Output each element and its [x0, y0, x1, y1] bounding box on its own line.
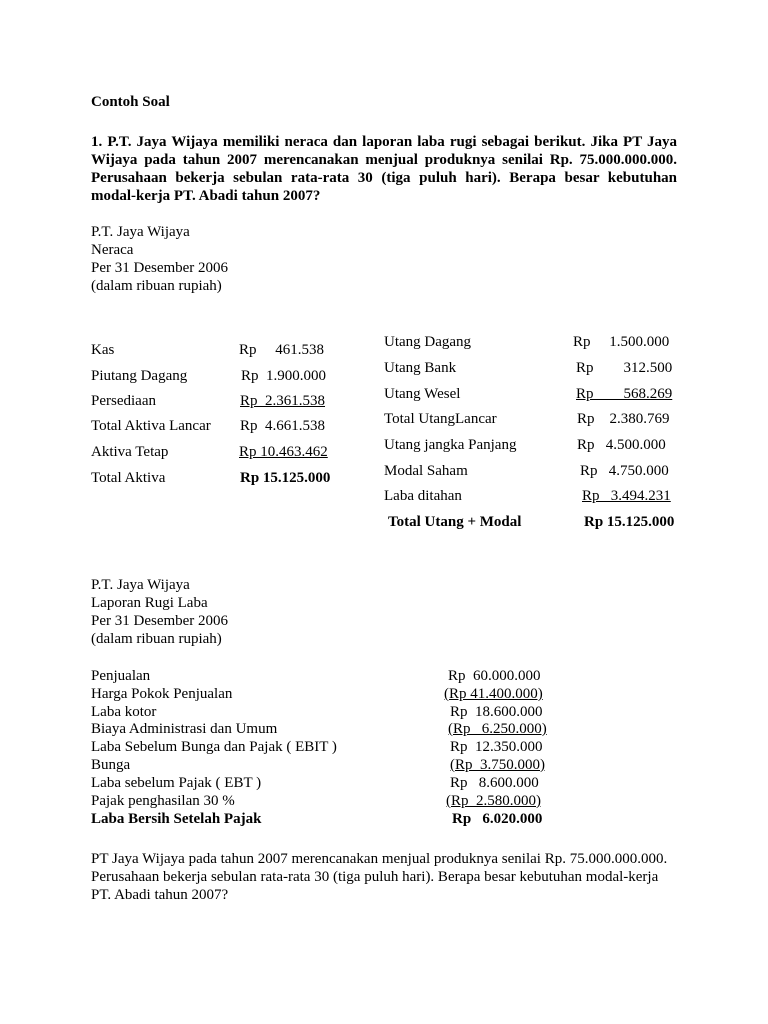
income-title: Laporan Rugi Laba [91, 595, 208, 611]
liability-total-label: Total Utang + Modal [388, 514, 522, 530]
asset-value: Rp 461.538 [239, 342, 325, 358]
closing-text: PT Jaya Wijaya pada tahun 2007 merencanakan menjual produknya senilai Rp. 75.000.000.000. Perusahaan bekerja sebulan rata-rata 30 (tiga puluh hari). Berapa besar kebutuhan modal-kerja PT. Abadi tahun 2007? [91, 851, 668, 903]
asset-label: Total Aktiva Lancar [91, 418, 211, 434]
asset-value: Rp 10.463.462 [239, 444, 328, 460]
liability-label: Laba ditahan [384, 488, 462, 504]
income-value: (Rp 41.400.000) [444, 686, 543, 702]
income-label: Harga Pokok Penjualan [91, 686, 233, 702]
income-value: Rp 60.000.000 [448, 668, 541, 684]
page-heading: Contoh Soal [91, 94, 170, 110]
liability-label: Modal Saham [384, 463, 468, 479]
liability-value: Rp 1.500.000 [573, 334, 670, 350]
balance-title: Neraca [91, 242, 134, 258]
income-label: Bunga [91, 757, 131, 773]
income-unit: (dalam ribuan rupiah) [91, 631, 222, 647]
asset-value: Rp 4.661.538 [240, 418, 326, 434]
income-statement-header [91, 576, 228, 648]
income-value: (Rp 6.250.000) [448, 721, 547, 737]
liability-value: Rp 312.500 [576, 360, 673, 376]
asset-value: Rp 1.900.000 [241, 368, 327, 384]
liability-label: Total UtangLancar [384, 411, 497, 427]
income-label: Penjualan [91, 668, 151, 684]
asset-value: Rp 2.361.538 [240, 393, 326, 409]
liability-label: Utang Dagang [384, 334, 472, 350]
income-value: Rp 18.600.000 [450, 704, 543, 720]
liability-label: Utang jangka Panjang [384, 437, 517, 453]
income-label: Pajak penghasilan 30 % [91, 793, 235, 809]
income-value: (Rp 3.750.000) [450, 757, 545, 773]
income-value: (Rp 2.580.000) [446, 793, 541, 809]
income-label: Biaya Administrasi dan Umum [91, 721, 278, 737]
liability-value: Rp 3.494.231 [582, 488, 671, 504]
question-text: 1. P.T. Jaya Wijaya memiliki neraca dan laporan laba rugi sebagai berikut. Jika PT Jaya Wijaya pada tahun 2007 merencanakan menjual produknya senilai Rp. 75.000.000.000. Perusahaan bekerja sebulan rata-rata 30 (tiga puluh hari). Berapa besar kebutuhan modal-kerja PT. Abadi tahun 2007? [91, 134, 677, 204]
income-label: Laba kotor [91, 704, 157, 720]
balance-sheet-header [91, 223, 228, 295]
asset-label: Persediaan [91, 393, 156, 409]
income-label: Laba Sebelum Bunga dan Pajak ( EBIT ) [91, 739, 337, 755]
balance-company: P.T. Jaya Wijaya [91, 224, 190, 240]
income-company: P.T. Jaya Wijaya [91, 577, 190, 593]
income-total-label: Laba Bersih Setelah Pajak [91, 811, 262, 827]
income-date: Per 31 Desember 2006 [91, 613, 229, 629]
balance-unit: (dalam ribuan rupiah) [91, 278, 222, 294]
asset-label: Piutang Dagang [91, 368, 188, 384]
income-value: Rp 12.350.000 [450, 739, 543, 755]
asset-label: Aktiva Tetap [91, 444, 169, 460]
asset-total-label: Total Aktiva [91, 470, 166, 486]
liability-value: Rp 4.750.000 [580, 463, 669, 479]
liability-label: Utang Bank [384, 360, 457, 376]
income-label: Laba sebelum Pajak ( EBT ) [91, 775, 262, 791]
balance-date: Per 31 Desember 2006 [91, 260, 229, 276]
asset-label: Kas [91, 342, 115, 358]
liability-value: Rp 4.500.000 [577, 437, 666, 453]
liability-value: Rp 2.380.769 [577, 411, 670, 427]
income-total-value: Rp 6.020.000 [452, 811, 543, 827]
liability-label: Utang Wesel [384, 386, 461, 402]
liability-total-value: Rp 15.125.000 [584, 514, 675, 530]
liability-value: Rp 568.269 [576, 386, 673, 402]
income-value: Rp 8.600.000 [450, 775, 539, 791]
asset-total-value: Rp 15.125.000 [240, 470, 331, 486]
